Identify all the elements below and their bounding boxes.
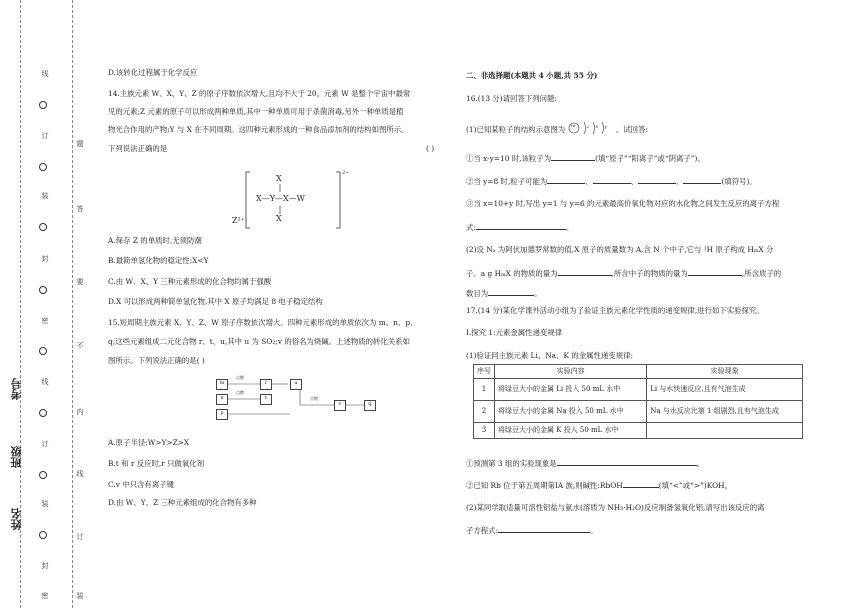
margin-char: 封 (41, 255, 49, 262)
margin-note: 不 (76, 342, 84, 349)
margin-circle-icon (39, 286, 47, 294)
margin-note: 装 (76, 592, 84, 599)
answer-blank[interactable] (683, 176, 721, 184)
answer-blank[interactable] (558, 268, 612, 276)
atom-core: +x (569, 123, 576, 128)
node-t: t (260, 394, 272, 405)
q14-option-d: D.X 可以形成两种简单氢化物,其中 X 原子均满足 8 电子稳定结构 (108, 297, 323, 306)
cation-z: Z²⁺ (232, 216, 245, 225)
q15-stem-line: 15.短周期主族元素 X、Y、Z、W 原子序数依次增大。四种元素形成的单质依次为 m、n、p、 (108, 318, 418, 327)
q14-stem-line: 下列说法正确的是 (108, 144, 168, 153)
margin-circle-icon (39, 101, 47, 109)
q14-stem-line: 14.主族元素 W、X、Y、Z 的原子序数依次增大,且均不大于 20。元素 W 是整个宇宙中最常 (108, 89, 411, 98)
q15-stem-line: q;这些元素组成二元化合物 r、t、u,其中 u 为 SO₂;v 的俗名为烧碱。上述物质的转化关系如 (108, 337, 410, 346)
q14-option-a: A.保存 Z 的单质时,无须防潮 (108, 236, 202, 245)
node-v: v (334, 400, 346, 411)
label-class: 班级 (10, 446, 23, 468)
answer-blank[interactable] (688, 268, 742, 276)
margin-circle-icon (39, 531, 47, 539)
node-q: q (364, 400, 376, 411)
label-ignite: 点燃 (310, 396, 318, 401)
node-u: u (290, 379, 302, 390)
q17-part-i: Ⅰ.探究 1:元素金属性递变规律 (466, 328, 563, 337)
q17-1-1: ①预测第 3 组的实验现象是 。 (466, 459, 705, 468)
anion-charge: 2− (342, 170, 350, 176)
margin-circle-icon (39, 223, 47, 231)
shell-2: 8 (595, 124, 599, 129)
q16-2-line3: 数目为 。 (466, 289, 542, 298)
cell-phenomenon[interactable] (647, 423, 803, 439)
atom-x-top: X (276, 174, 282, 183)
margin-circle-icon (39, 471, 47, 479)
transformation-diagram (214, 375, 394, 427)
q16-1-3-b: 式: 。 (466, 223, 574, 232)
shell-1: 2 (586, 124, 590, 129)
node-r: r (260, 379, 272, 390)
cell-content: 将绿豆大小的金属 Li 投入 50 mL 水中 (495, 379, 647, 401)
margin-char: 订 (41, 440, 49, 447)
margin-note: 题 (76, 140, 84, 147)
margin-char: 封 (41, 562, 49, 569)
node-m: m (216, 379, 228, 390)
q16-1-3: ③当 x=10+y 时,写出 y=1 与 y=6 的元素最高价氧化物对应的水化物之间发生反应的离子方程 (466, 199, 780, 208)
margin-char: 线 (41, 70, 49, 77)
answer-blank[interactable] (547, 176, 585, 184)
q14-option-b: B.最简单氢化物的稳定性:X<Y (108, 256, 209, 265)
atom-chain: X—Y—X—W (256, 194, 305, 203)
q14-option-c: C.由 W、X、Y 三种元素形成的化合物均属于强酸 (108, 277, 272, 286)
node-n: n (216, 394, 228, 405)
q15-option-a: A.原子半径:W>Y>Z>X (108, 438, 190, 447)
node-p: p (216, 409, 228, 420)
answer-blank[interactable] (593, 176, 631, 184)
answer-blank[interactable] (557, 458, 697, 466)
q15-option-c: C.v 中只含有离子键 (108, 480, 175, 489)
margin-char: 密 (41, 592, 49, 599)
margin-note: 答 (76, 205, 84, 212)
q16-2-line1: (2)设 Nₐ 为阿伏加德罗常数的值,X 原子的质量数为 A,含 N 个中子,它与 ¹H 原子构成 HₘX 分 (466, 245, 774, 254)
q17-1-2: ②已知 Rb 位于第五周期第ⅠA 族,则碱性:RbOH (填“<”或“>”)KOH。 (466, 481, 732, 490)
cut-line (72, 0, 73, 608)
cell-phenomenon: Li 与水快速反应,且有气泡生成 (647, 379, 803, 401)
margin-circle-icon (39, 347, 47, 355)
q15-option-b: B.t 和 r 反应时,r 只做氧化剂 (108, 459, 205, 468)
margin-char: 装 (41, 192, 49, 199)
q14-stem-line: 见的元素;Z 元素的原子可以形成两种单质,其中一种单质可用于杀菌消毒,另外一种单质是植 (108, 107, 404, 116)
answer-paren: ( ) (426, 144, 435, 153)
margin-char: 装 (41, 500, 49, 507)
table-row (474, 401, 803, 423)
th-no: 序号 (474, 365, 495, 379)
binding-margin (0, 0, 86, 608)
margin-char: 订 (41, 132, 49, 139)
shell-3: y (604, 124, 607, 129)
label-number: 考号 (10, 378, 23, 400)
q16-1-stem: (1)已知某粒子的结构示意图为 +x 2 8 y 。试回答: (466, 125, 648, 135)
q16-2-line2: 子。a g HₘX 的物质的量为 ,所含中子的物质的量为 ,所含质子的 (466, 269, 782, 278)
label-ignite: 点燃 (236, 390, 244, 395)
answer-blank[interactable] (638, 176, 676, 184)
q17-2-line1: (2)某同学取适量可溶性铝盐与氨水(溶质为 NH₃·H₂O)反应制备氢氧化铝,请写出该反应的离 (466, 503, 765, 512)
answer-blank[interactable] (623, 480, 659, 488)
q16-1-2: ②当 y=8 时,粒子可能为 、 、 、 (填符号)。 (466, 177, 757, 186)
cell-no: 3 (474, 423, 495, 439)
table-row (474, 423, 803, 439)
margin-note: 订 (76, 533, 84, 540)
cell-no: 2 (474, 401, 495, 423)
experiment-table (473, 364, 803, 439)
answer-blank[interactable] (488, 288, 534, 296)
cell-no: 1 (474, 379, 495, 401)
atom-structure-diagram (568, 125, 614, 135)
margin-char: 线 (41, 378, 49, 385)
th-phenomenon: 实验现象 (647, 365, 803, 379)
q15-option-d: D.由 W、Y、Z 三种元素组成的化合物有多种 (108, 498, 257, 507)
atom-x-bottom: X (276, 214, 282, 223)
q17-2-line2: 子方程式: 。 (466, 526, 598, 535)
q17-1-stem: (1)验证同主族元素 Li、Na、K 的金属性递变规律: (466, 351, 633, 360)
th-content: 实验内容 (495, 365, 647, 379)
cell-content: 将绿豆大小的金属 Na 投入 50 mL 水中 (495, 401, 647, 423)
table-header-row (474, 365, 803, 379)
margin-circle-icon (39, 409, 47, 417)
label-name: 姓名 (10, 508, 23, 530)
answer-blank[interactable] (476, 222, 566, 230)
cell-phenomenon: Na 与水反应比第 1 组剧烈,且有气泡生成 (647, 401, 803, 423)
q17-heading: 17.(14 分)某化学课外活动小组为了验证主族元素化学性质的递变规律,进行如下实验探究。 (466, 306, 764, 315)
cell-content: 将绿豆大小的金属 K 投入 50 mL 水中 (495, 423, 647, 439)
margin-note: 要 (76, 278, 84, 285)
table-row (474, 379, 803, 401)
margin-note: 线 (76, 470, 84, 477)
left-column (108, 0, 453, 608)
section-2-heading: 二、非选择题(本题共 4 小题,共 55 分) (466, 71, 598, 80)
label-ignite: 点燃 (236, 375, 244, 380)
right-column (466, 0, 851, 608)
answer-blank[interactable] (551, 153, 595, 161)
q16-heading: 16.(13 分)请回答下列问题: (466, 94, 557, 103)
structure-formula (234, 170, 434, 230)
margin-char: 密 (41, 317, 49, 324)
margin-note: 内 (76, 408, 84, 415)
answer-blank[interactable] (498, 525, 590, 533)
q16-1-1: ①当 x-y=10 时,该粒子为 (填“原子”“阳离子”或“阴离子”)。 (466, 154, 705, 163)
margin-circle-icon (39, 163, 47, 171)
q15-stem-line: 图所示。下列说法正确的是( ) (108, 356, 205, 365)
q13-option-d: D.该转化过程属于化学反应 (108, 68, 198, 77)
q14-stem-line: 物光合作用的产物;Y 与 X 在不同周期。这四种元素形成的一种食品添加剂的结构如图所示。 (108, 125, 409, 134)
